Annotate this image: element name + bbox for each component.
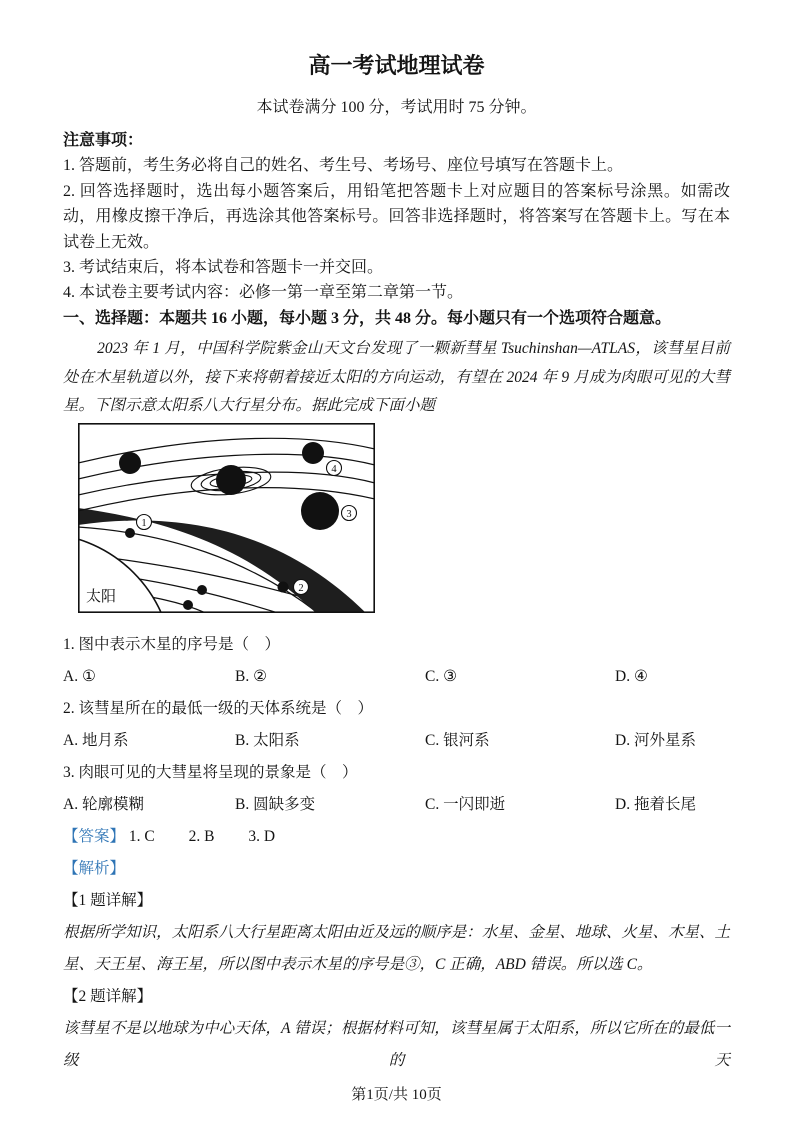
planet-uranus	[119, 452, 141, 474]
answer-item-3: 3. D	[248, 828, 276, 846]
q2-option-d: D. 河外星系	[615, 732, 696, 750]
q3-option-b: B. 圆缺多变	[235, 796, 316, 814]
q3-option-a: A. 轮廓模糊	[63, 796, 144, 814]
planet-mars	[125, 528, 135, 538]
answer-item-2: 2. B	[188, 828, 215, 846]
q1-option-d: D. ④	[615, 668, 648, 686]
notice-item-4: 4. 本试卷主要考试内容：必修一第一章至第二章第一节。	[63, 284, 464, 302]
planet-jupiter	[301, 492, 339, 530]
notice-item-2: 2. 回答选择题时，选出每小题答案后，用铅笔把答题卡上对应题目的答案标号涂黑。如需改动，用橡皮擦干净后，再选涂其他答案标号。回答非选择题时，将答案写在答题卡上。写在本试卷上无效。	[63, 182, 730, 251]
notice-item-1: 1. 答题前，考生务必将自己的姓名、考生号、考场号、座位号填写在答题卡上。	[63, 157, 624, 175]
detail-2-body: 该彗星不是以地球为中心天体，A 错误；根据材料可知，该彗星属于太阳系，所以它所在的最低一级的天	[63, 1020, 730, 1070]
exam-subtitle: 本试卷满分 100 分，考试用时 75 分钟。	[256, 99, 537, 116]
question-3-options	[63, 789, 730, 821]
question-2-stem: 2. 该彗星所在的最低一级的天体系统是（ ）	[63, 700, 374, 718]
section-heading: 一、选择题：本题共 16 小题，每小题 3 分，共 48 分。每小题只有一个选项符合题意。	[63, 309, 672, 327]
planet-venus	[197, 585, 207, 595]
questions-section	[63, 629, 730, 1077]
svg-text:2: 2	[298, 582, 304, 594]
question-1-stem: 1. 图中表示木星的序号是（ ）	[63, 636, 281, 654]
detail-1-body: 根据所学知识，太阳系八大行星距离太阳由近及远的顺序是：水星、金星、地球、火星、木星、土星、天王星、海王星，所以图中表示木星的序号是③，C 正确，ABD 错误。所以选 C。	[63, 924, 730, 974]
answer-label: 【答案】	[63, 828, 126, 846]
sun-label: 太阳	[86, 589, 117, 606]
planet-mercury	[183, 600, 193, 610]
answer-item-1: 1. C	[128, 828, 155, 846]
marker-4	[327, 461, 342, 476]
marker-2	[294, 580, 309, 595]
page-title: 高一考试地理试卷	[308, 53, 485, 78]
q2-option-a: A. 地月系	[63, 732, 129, 750]
question-1-options	[63, 661, 730, 693]
question-2-options	[63, 725, 730, 757]
q2-option-b: B. 太阳系	[235, 732, 300, 750]
passage-text: 2023 年 1 月，中国科学院紫金山天文台发现了一颗新彗星 Tsuchinshan—ATLAS，该彗星目前处在木星轨道以外，接下来将朝着接近太阳的方向运动，有望在 2024 年 9 月成为肉眼可见的大彗星。下图示意太阳系八大行星分布。据此完成下面小题	[63, 340, 730, 415]
planet-earth	[278, 582, 289, 593]
q1-option-c: C. ③	[425, 668, 457, 686]
marker-3	[342, 506, 357, 521]
page-footer: 第1页/共 10页	[351, 1087, 442, 1103]
analysis-label: 【解析】	[63, 860, 126, 878]
q3-option-c: C. 一闪即逝	[425, 796, 506, 814]
q1-option-b: B. ②	[235, 668, 267, 686]
notice-item-3: 3. 考试结束后，将本试卷和答题卡一并交回。	[63, 259, 384, 277]
q1-option-a: A. ①	[63, 668, 96, 686]
notice-section	[63, 128, 730, 306]
detail-1-heading: 【1 题详解】	[63, 892, 153, 910]
question-3-stem: 3. 肉眼可见的大彗星将呈现的景象是（ ）	[63, 764, 358, 782]
svg-text:4: 4	[331, 463, 337, 475]
analysis-line	[63, 853, 730, 885]
answer-line	[63, 821, 730, 853]
svg-text:1: 1	[141, 517, 147, 529]
q3-option-d: D. 拖着长尾	[615, 796, 696, 814]
marker-1	[137, 515, 152, 530]
solar-system-figure	[78, 423, 375, 613]
q2-option-c: C. 银河系	[425, 732, 490, 750]
planet-saturn	[216, 465, 246, 495]
detail-2-heading: 【2 题详解】	[63, 988, 153, 1006]
planet-neptune	[302, 442, 324, 464]
notice-head: 注意事项：	[63, 132, 144, 149]
solar-system-diagram	[78, 423, 375, 613]
svg-text:3: 3	[346, 508, 352, 520]
